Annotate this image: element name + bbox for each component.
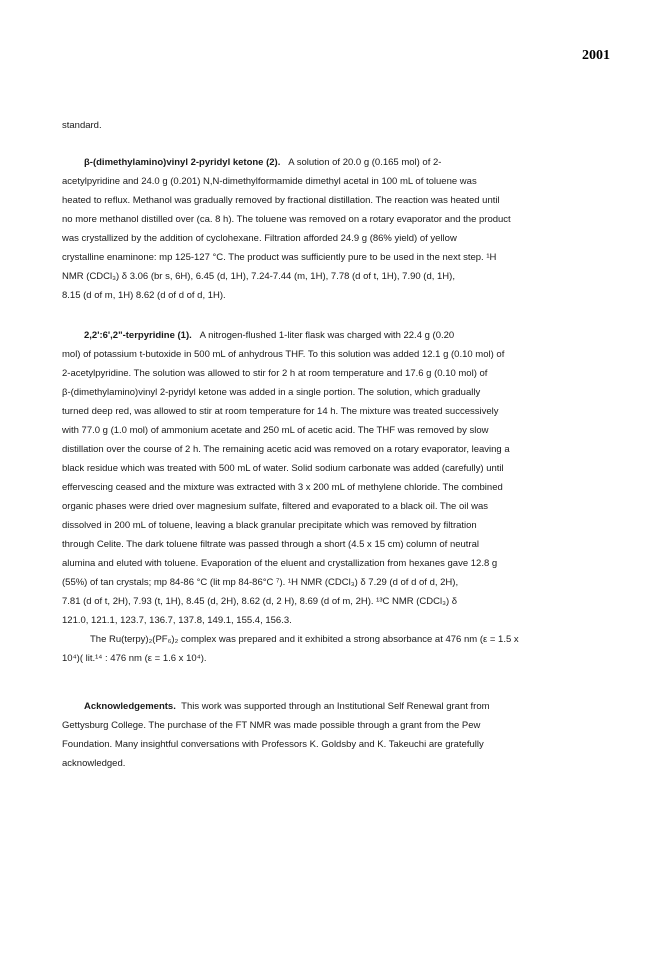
text-line: The Ru(terpy)₂(PF₆)₂ complex was prepared and it exhibited a strong absorbance at 476 nm (ε = 1.5 x	[90, 634, 519, 645]
acknowledgements-paragraph	[62, 697, 618, 773]
text-line: black residue which was treated with 500 mL of water. Solid sodium carbonate was added (carefully) until	[62, 463, 504, 474]
text-line: 121.0, 121.1, 123.7, 136.7, 137.8, 149.1, 155.4, 156.3.	[62, 615, 292, 626]
text-line: 8.15 (d of m, 1H) 8.62 (d of d of d, 1H).	[62, 290, 226, 301]
compound-2-paragraph	[62, 153, 618, 305]
text-line: 10⁴)( lit.¹⁴ : 476 nm (ε = 1.6 x 10⁴).	[62, 653, 207, 664]
text-line: mol) of potassium t-butoxide in 500 mL of anhydrous THF. To this solution was added 12.1 g (0.10 mol) of	[62, 349, 505, 360]
intro-text	[62, 116, 618, 135]
text-line: standard.	[62, 120, 102, 131]
text-line: through Celite. The dark toluene filtrate was passed through a short (4.5 x 15 cm) column of neutral	[62, 539, 479, 550]
compound-1-paragraph	[62, 326, 618, 630]
text-line: NMR (CDCl₃) δ 3.06 (br s, 6H), 6.45 (d, 1H), 7.24-7.44 (m, 1H), 7.78 (d of t, 1H), 7.90 (d, 1H),	[62, 271, 455, 282]
text-line: 2,2':6',2"-terpyridine (1). A nitrogen-flushed 1-liter flask was charged with 22.4 g (0.20	[84, 330, 455, 341]
text-line: dissolved in 200 mL of toluene, leaving a black granular precipitate which was removed by filtration	[62, 520, 477, 531]
acknowledgements-heading: Acknowledgements.	[84, 701, 176, 712]
text-line: 7.81 (d of t, 2H), 7.93 (t, 1H), 8.45 (d, 2H), 8.62 (d, 2 H), 8.69 (d of m, 2H). ¹³C NMR (CDCl₃) δ	[62, 596, 458, 607]
text-line: crystalline enaminone: mp 125-127 °C. The product was sufficiently pure to be used in the next step. ¹H	[62, 252, 497, 263]
text-line: effervescing ceased and the mixture was extracted with 3 x 200 mL of methylene chloride. The combined	[62, 482, 503, 493]
text-line: β-(dimethylamino)vinyl 2-pyridyl ketone (2). A solution of 20.0 g (0.165 mol) of 2-	[84, 157, 442, 168]
page-number: 2001	[582, 48, 610, 63]
text-line: no more methanol distilled over (ca. 8 h). The toluene was removed on a rotary evaporator and the product	[62, 214, 511, 225]
compound-1-heading: 2,2':6',2"-terpyridine (1).	[84, 330, 192, 341]
text-line: with 77.0 g (1.0 mol) of ammonium acetate and 250 mL of acetic acid. The THF was removed by slow	[62, 425, 489, 436]
text-line: heated to reflux. Methanol was gradually removed by fractional distillation. The reaction was heated until	[62, 195, 500, 206]
text-line: Gettysburg College. The purchase of the FT NMR was made possible through a grant from the Pew	[62, 720, 481, 731]
text-line: organic phases were dried over magnesium sulfate, filtered and evaporated to a black oil. The oil was	[62, 501, 488, 512]
text-line: alumina and eluted with toluene. Evaporation of the eluent and crystallization from hexanes gave 12.8 g	[62, 558, 498, 569]
text-line: Acknowledgements. This work was supported through an Institutional Self Renewal grant from	[84, 701, 490, 712]
compound-2-heading: β-(dimethylamino)vinyl 2-pyridyl ketone (2).	[84, 157, 281, 168]
text-line: acknowledged.	[62, 758, 126, 769]
text-line: Foundation. Many insightful conversations with Professors K. Goldsby and K. Takeuchi are gratefully	[62, 739, 484, 750]
text-line: (55%) of tan crystals; mp 84-86 °C (lit mp 84-86°C ⁷). ¹H NMR (CDCl₃) δ 7.29 (d of d of d, 2H),	[62, 577, 459, 588]
text-line: was crystallized by the addition of cyclohexane. Filtration afforded 24.9 g (86% yield) of yellow	[62, 233, 457, 244]
text-line: β-(dimethylamino)vinyl 2-pyridyl ketone was added in a single portion. The solution, which gradually	[62, 387, 481, 398]
text-line: 2-acetylpyridine. The solution was allowed to stir for 2 h at room temperature and 17.6 g (0.10 mol) of	[62, 368, 488, 379]
text-line: turned deep red, was allowed to stir at room temperature for 14 h. The mixture was treated successively	[62, 406, 499, 417]
ru-complex-paragraph	[62, 630, 618, 668]
text-line: acetylpyridine and 24.0 g (0.201) N,N-dimethylformamide dimethyl acetal in 100 mL of toluene was	[62, 176, 477, 187]
text-line: distillation over the course of 2 h. The remaining acetic acid was removed on a rotary evaporator, leaving a	[62, 444, 510, 455]
